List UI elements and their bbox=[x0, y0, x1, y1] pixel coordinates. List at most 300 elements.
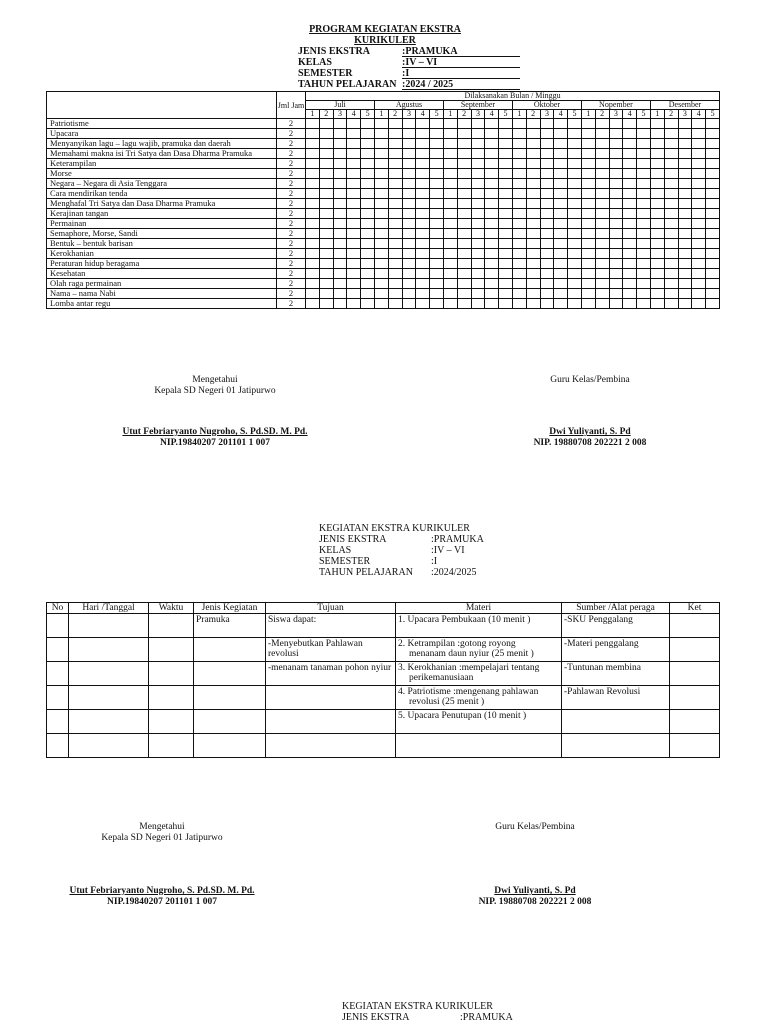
week-cell bbox=[581, 189, 595, 199]
week-cell bbox=[499, 279, 513, 289]
week-cell bbox=[554, 179, 568, 189]
week-cell bbox=[416, 139, 430, 149]
week-cell bbox=[595, 289, 609, 299]
week-cell bbox=[306, 279, 320, 289]
week-cell bbox=[692, 179, 706, 189]
week-cell bbox=[388, 169, 402, 179]
week-cell bbox=[512, 189, 526, 199]
activity-table bbox=[46, 602, 720, 758]
week-cell bbox=[347, 129, 361, 139]
tujuan-cell: -menanam tanaman pohon nyiur bbox=[266, 662, 396, 686]
week-cell bbox=[430, 149, 444, 159]
week-cell bbox=[457, 289, 471, 299]
week-cell bbox=[650, 199, 664, 209]
week-cell bbox=[402, 259, 416, 269]
week-cell bbox=[692, 269, 706, 279]
week-cell bbox=[706, 289, 720, 299]
week-cell bbox=[471, 299, 485, 309]
week-cell bbox=[443, 189, 457, 199]
week-cell bbox=[540, 169, 554, 179]
week-cell bbox=[595, 169, 609, 179]
week-cell bbox=[650, 239, 664, 249]
week-cell bbox=[319, 119, 333, 129]
week-cell bbox=[319, 229, 333, 239]
week-cell bbox=[540, 229, 554, 239]
week-cell bbox=[706, 119, 720, 129]
week-cell bbox=[595, 279, 609, 289]
week-cell bbox=[678, 169, 692, 179]
week-cell bbox=[568, 219, 582, 229]
week-cell bbox=[526, 269, 540, 279]
week-cell bbox=[568, 229, 582, 239]
week-cell bbox=[402, 199, 416, 209]
week-cell bbox=[416, 249, 430, 259]
jml-jam: 2 bbox=[277, 199, 306, 209]
week-cell bbox=[692, 119, 706, 129]
week-cell bbox=[650, 289, 664, 299]
teacher-role: Guru Kelas/Pembina bbox=[550, 375, 630, 385]
week-cell bbox=[347, 149, 361, 159]
week-cell bbox=[540, 209, 554, 219]
week-cell bbox=[361, 289, 375, 299]
week-cell bbox=[374, 119, 388, 129]
week-cell bbox=[388, 159, 402, 169]
kegiatan-header bbox=[319, 523, 484, 578]
week-cell bbox=[664, 199, 678, 209]
jml-jam: 2 bbox=[277, 209, 306, 219]
week-cell bbox=[430, 259, 444, 269]
schedule-table bbox=[46, 91, 720, 309]
week-cell bbox=[374, 229, 388, 239]
week-cell bbox=[430, 239, 444, 249]
week-cell bbox=[650, 159, 664, 169]
week-cell bbox=[692, 249, 706, 259]
week-cell bbox=[457, 139, 471, 149]
week-cell bbox=[416, 189, 430, 199]
week-cell bbox=[678, 249, 692, 259]
week-cell bbox=[361, 179, 375, 189]
week-cell bbox=[706, 249, 720, 259]
jml-jam: 2 bbox=[277, 239, 306, 249]
week-cell bbox=[512, 259, 526, 269]
week-number: 5 bbox=[361, 110, 375, 119]
week-cell bbox=[388, 289, 402, 299]
kegiatan2-field: JENIS EKSTRA :PRAMUKA bbox=[342, 1012, 513, 1023]
week-cell bbox=[692, 209, 706, 219]
week-cell bbox=[595, 219, 609, 229]
week-cell bbox=[361, 159, 375, 169]
week-cell bbox=[333, 219, 347, 229]
week-cell bbox=[485, 229, 499, 239]
week-cell bbox=[443, 159, 457, 169]
week-cell bbox=[347, 299, 361, 309]
week-cell bbox=[609, 199, 623, 209]
header-waktu: Waktu bbox=[149, 603, 194, 614]
week-cell bbox=[637, 289, 651, 299]
materi-cell: 1. Upacara Pembukaan (10 menit ) bbox=[396, 614, 562, 638]
week-cell bbox=[678, 219, 692, 229]
week-cell bbox=[609, 249, 623, 259]
week-cell bbox=[361, 199, 375, 209]
week-cell bbox=[512, 289, 526, 299]
week-cell bbox=[526, 119, 540, 129]
week-cell bbox=[540, 239, 554, 249]
jml-jam: 2 bbox=[277, 289, 306, 299]
week-cell bbox=[319, 219, 333, 229]
table-row bbox=[47, 129, 720, 139]
week-cell bbox=[416, 159, 430, 169]
week-cell bbox=[692, 259, 706, 269]
week-cell bbox=[637, 269, 651, 279]
week-cell bbox=[388, 199, 402, 209]
week-cell bbox=[374, 219, 388, 229]
month-header: September bbox=[443, 101, 512, 110]
header-no: No bbox=[47, 603, 69, 614]
week-cell bbox=[388, 129, 402, 139]
jml-jam: 2 bbox=[277, 139, 306, 149]
week-cell bbox=[306, 149, 320, 159]
week-cell bbox=[471, 199, 485, 209]
week-cell bbox=[692, 159, 706, 169]
kegiatan-title-2: KEGIATAN EKSTRA KURIKULER bbox=[342, 1001, 493, 1012]
activity-name: Menghafal Tri Satya dan Dasa Dharma Pramuka bbox=[47, 199, 277, 209]
week-cell bbox=[443, 249, 457, 259]
week-cell bbox=[554, 259, 568, 269]
week-cell bbox=[306, 129, 320, 139]
week-cell bbox=[526, 149, 540, 159]
week-cell bbox=[692, 229, 706, 239]
table-row bbox=[47, 199, 720, 209]
week-cell bbox=[568, 189, 582, 199]
program-header bbox=[278, 24, 528, 90]
week-cell bbox=[416, 269, 430, 279]
table-row bbox=[47, 289, 720, 299]
week-cell bbox=[609, 159, 623, 169]
week-cell bbox=[623, 119, 637, 129]
week-cell bbox=[664, 179, 678, 189]
week-cell bbox=[664, 149, 678, 159]
week-cell bbox=[485, 269, 499, 279]
week-cell bbox=[706, 279, 720, 289]
week-cell bbox=[512, 149, 526, 159]
week-cell bbox=[306, 289, 320, 299]
week-cell bbox=[678, 209, 692, 219]
week-cell bbox=[609, 149, 623, 159]
week-cell bbox=[581, 199, 595, 209]
program-field: TAHUN PELAJARAN :2024 / 2025 bbox=[298, 79, 528, 90]
week-cell bbox=[347, 259, 361, 269]
week-cell bbox=[347, 209, 361, 219]
week-cell bbox=[402, 289, 416, 299]
week-cell bbox=[499, 119, 513, 129]
week-cell bbox=[637, 259, 651, 269]
week-cell bbox=[430, 119, 444, 129]
week-cell bbox=[581, 229, 595, 239]
week-number: 1 bbox=[512, 110, 526, 119]
week-cell bbox=[374, 299, 388, 309]
header-sumber: Sumber /Alat peraga bbox=[562, 603, 670, 614]
week-cell bbox=[361, 139, 375, 149]
week-cell bbox=[499, 239, 513, 249]
week-cell bbox=[568, 249, 582, 259]
week-cell bbox=[430, 289, 444, 299]
week-cell bbox=[623, 219, 637, 229]
week-number: 3 bbox=[333, 110, 347, 119]
week-cell bbox=[623, 289, 637, 299]
week-cell bbox=[526, 129, 540, 139]
week-cell bbox=[650, 209, 664, 219]
jml-jam: 2 bbox=[277, 179, 306, 189]
week-cell bbox=[623, 149, 637, 159]
week-cell bbox=[347, 179, 361, 189]
week-cell bbox=[678, 299, 692, 309]
tujuan-cell: -Menyebutkan Pahlawan revolusi bbox=[266, 638, 396, 662]
activity-name-header bbox=[47, 92, 277, 119]
table-row bbox=[47, 638, 720, 662]
week-cell bbox=[485, 199, 499, 209]
week-cell bbox=[333, 289, 347, 299]
table-row bbox=[47, 219, 720, 229]
week-number: 3 bbox=[540, 110, 554, 119]
header-jenis: Jenis Kegiatan bbox=[194, 603, 266, 614]
week-cell bbox=[402, 279, 416, 289]
week-cell bbox=[526, 199, 540, 209]
week-cell bbox=[678, 159, 692, 169]
week-cell bbox=[554, 119, 568, 129]
week-cell bbox=[706, 169, 720, 179]
week-cell bbox=[471, 209, 485, 219]
week-cell bbox=[692, 129, 706, 139]
week-cell bbox=[609, 139, 623, 149]
week-cell bbox=[402, 219, 416, 229]
week-cell bbox=[306, 119, 320, 129]
kegiatan-field: SEMESTER :I bbox=[319, 556, 438, 567]
week-cell bbox=[678, 189, 692, 199]
activity-name: Morse bbox=[47, 169, 277, 179]
week-cell bbox=[361, 149, 375, 159]
week-cell bbox=[499, 209, 513, 219]
table-row bbox=[47, 249, 720, 259]
week-cell bbox=[416, 279, 430, 289]
week-cell bbox=[443, 239, 457, 249]
week-cell bbox=[402, 139, 416, 149]
week-cell bbox=[609, 129, 623, 139]
week-cell bbox=[388, 299, 402, 309]
week-cell bbox=[361, 209, 375, 219]
week-cell bbox=[443, 279, 457, 289]
week-cell bbox=[595, 199, 609, 209]
week-cell bbox=[650, 279, 664, 289]
week-cell bbox=[374, 249, 388, 259]
week-cell bbox=[609, 299, 623, 309]
week-cell bbox=[581, 209, 595, 219]
week-number: 4 bbox=[623, 110, 637, 119]
week-cell bbox=[526, 239, 540, 249]
week-cell bbox=[457, 159, 471, 169]
program-title: PROGRAM KEGIATAN EKSTRA KURIKULER bbox=[309, 24, 461, 46]
week-cell bbox=[443, 139, 457, 149]
week-cell bbox=[333, 129, 347, 139]
week-cell bbox=[664, 129, 678, 139]
week-cell bbox=[664, 229, 678, 239]
week-cell bbox=[485, 139, 499, 149]
week-cell bbox=[499, 189, 513, 199]
week-cell bbox=[457, 129, 471, 139]
week-cell bbox=[374, 269, 388, 279]
week-cell bbox=[471, 269, 485, 279]
week-cell bbox=[609, 279, 623, 289]
week-cell bbox=[416, 119, 430, 129]
week-cell bbox=[512, 229, 526, 239]
week-cell bbox=[471, 259, 485, 269]
week-cell bbox=[430, 179, 444, 189]
week-cell bbox=[499, 299, 513, 309]
week-cell bbox=[692, 139, 706, 149]
week-cell bbox=[306, 199, 320, 209]
week-cell bbox=[416, 199, 430, 209]
mengetahui-label: Mengetahui bbox=[139, 822, 185, 832]
week-cell bbox=[568, 239, 582, 249]
week-cell bbox=[637, 149, 651, 159]
week-cell bbox=[430, 199, 444, 209]
week-cell bbox=[692, 169, 706, 179]
kegiatan-header-2 bbox=[342, 1001, 513, 1023]
week-cell bbox=[499, 249, 513, 259]
week-cell bbox=[457, 169, 471, 179]
jml-jam: 2 bbox=[277, 229, 306, 239]
week-cell bbox=[568, 119, 582, 129]
schedule-header-row bbox=[47, 92, 720, 101]
week-cell bbox=[706, 219, 720, 229]
week-cell bbox=[430, 299, 444, 309]
table-row bbox=[47, 159, 720, 169]
week-cell bbox=[595, 239, 609, 249]
week-cell bbox=[443, 149, 457, 159]
week-cell bbox=[499, 139, 513, 149]
week-cell bbox=[526, 229, 540, 239]
week-cell bbox=[512, 159, 526, 169]
week-cell bbox=[499, 159, 513, 169]
week-cell bbox=[499, 199, 513, 209]
week-cell bbox=[664, 219, 678, 229]
week-cell bbox=[540, 119, 554, 129]
week-cell bbox=[388, 249, 402, 259]
week-cell bbox=[430, 169, 444, 179]
week-cell bbox=[347, 289, 361, 299]
week-cell bbox=[678, 199, 692, 209]
week-cell bbox=[430, 209, 444, 219]
week-cell bbox=[581, 239, 595, 249]
table-row bbox=[47, 139, 720, 149]
week-number: 3 bbox=[609, 110, 623, 119]
week-cell bbox=[485, 149, 499, 159]
week-cell bbox=[319, 199, 333, 209]
week-cell bbox=[637, 299, 651, 309]
week-cell bbox=[637, 129, 651, 139]
kegiatan-fields bbox=[319, 534, 484, 578]
week-cell bbox=[554, 149, 568, 159]
jml-jam-header: Jml Jam bbox=[277, 92, 306, 119]
week-cell bbox=[319, 159, 333, 169]
week-cell bbox=[402, 249, 416, 259]
headmaster-signature-2 bbox=[69, 822, 255, 908]
week-cell bbox=[457, 239, 471, 249]
week-cell bbox=[692, 239, 706, 249]
week-cell bbox=[706, 179, 720, 189]
table-row bbox=[47, 686, 720, 710]
month-header: Desember bbox=[650, 101, 719, 110]
week-cell bbox=[402, 129, 416, 139]
month-header: Juli bbox=[306, 101, 375, 110]
activity-name: Patriotisme bbox=[47, 119, 277, 129]
activity-name: Menyanyikan lagu – lagu wajib, pramuka dan daerah bbox=[47, 139, 277, 149]
week-cell bbox=[402, 189, 416, 199]
week-cell bbox=[554, 129, 568, 139]
materi-cell: 3. Kerokhanian :mempelajari tentang perikemanusiaan bbox=[396, 662, 562, 686]
week-cell bbox=[678, 119, 692, 129]
week-cell bbox=[637, 139, 651, 149]
week-cell bbox=[361, 299, 375, 309]
week-cell bbox=[471, 149, 485, 159]
jml-jam: 2 bbox=[277, 279, 306, 289]
week-cell bbox=[650, 299, 664, 309]
week-cell bbox=[526, 219, 540, 229]
week-cell bbox=[595, 189, 609, 199]
week-cell bbox=[402, 149, 416, 159]
week-cell bbox=[347, 239, 361, 249]
week-cell bbox=[471, 139, 485, 149]
week-cell bbox=[333, 209, 347, 219]
week-cell bbox=[554, 289, 568, 299]
week-cell bbox=[416, 129, 430, 139]
week-cell bbox=[319, 179, 333, 189]
week-cell bbox=[609, 179, 623, 189]
week-cell bbox=[540, 289, 554, 299]
week-cell bbox=[706, 199, 720, 209]
week-cell bbox=[333, 259, 347, 269]
week-cell bbox=[457, 149, 471, 159]
table-row bbox=[47, 209, 720, 219]
week-cell bbox=[333, 299, 347, 309]
week-cell bbox=[568, 279, 582, 289]
week-cell bbox=[416, 179, 430, 189]
week-cell bbox=[678, 289, 692, 299]
week-cell bbox=[637, 229, 651, 239]
week-cell bbox=[706, 189, 720, 199]
week-cell bbox=[664, 289, 678, 299]
week-cell bbox=[430, 249, 444, 259]
week-cell bbox=[416, 239, 430, 249]
week-cell bbox=[526, 279, 540, 289]
week-cell bbox=[581, 299, 595, 309]
week-cell bbox=[609, 239, 623, 249]
week-cell bbox=[581, 219, 595, 229]
week-number: 2 bbox=[319, 110, 333, 119]
week-cell bbox=[664, 239, 678, 249]
week-cell bbox=[319, 279, 333, 289]
program-field: SEMESTER :I bbox=[298, 68, 528, 79]
week-cell bbox=[623, 179, 637, 189]
sumber-cell: -SKU Penggalang bbox=[562, 614, 670, 638]
week-cell bbox=[678, 229, 692, 239]
week-cell bbox=[471, 179, 485, 189]
week-cell bbox=[471, 279, 485, 289]
week-cell bbox=[416, 219, 430, 229]
week-cell bbox=[623, 129, 637, 139]
kegiatan-title: KEGIATAN EKSTRA KURIKULER bbox=[319, 523, 470, 534]
table-row bbox=[47, 734, 720, 758]
week-cell bbox=[595, 249, 609, 259]
